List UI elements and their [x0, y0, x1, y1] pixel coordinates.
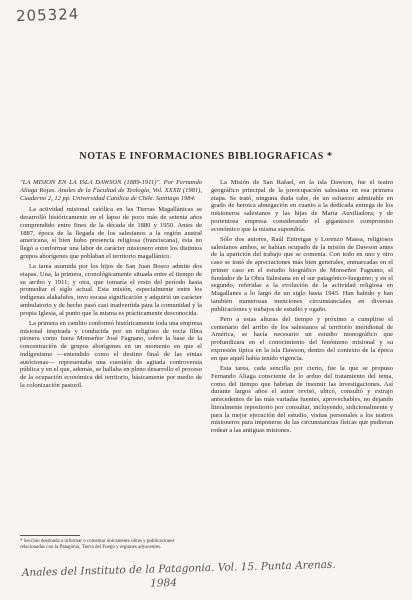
right-column	[211, 179, 393, 437]
paragraph: La primera en cambio conformó históricamente toda una empresa misional inspirada y conducida por un religioso de recia fibra pionera como fuera Monseñor José Fagnano, sobre la base de la concentración de grupos aborígenes en un momento en que el indígenismo —entendido como el destino final de las etnias autóctonas— representaba una cuestión de agitada controversia pública y en el que, además, se hallaba en pleno desarrollo el proceso de la ocupación económica del territorio, básicamente por medio de la colonización pastoril.	[20, 319, 202, 389]
footnote-rule	[20, 535, 80, 536]
review-citation: "LA MISION EN LA ISLA DAWSON (1889-1911)". Por Fernando Aliaga Rojas. Anales de la Facultad de Teología, Vol. XXXII (1981), Cuaderno 2, 12 pp. Universidad Católica de Chile. Santiago 1984.	[20, 179, 202, 202]
handwritten-source-line: Anales del Instituto de la Patagonia. Vol. 15. Punta Arenas.	[21, 558, 336, 579]
footnote-text: * Sección destinada a informar o comentar únicamente obras y publicaciones relacionadas con la Patagonia, Tierra del Fuego y regiones adyacentes.	[20, 539, 175, 551]
paragraph: La Misión de San Rafael, en la isla Dawson, fue el teatro geográfico principal de la preocupación salesiana en esa primera etapa. Se trató, ninguna duda cabe, de un esfuerzo admirable en grado de heroica abnegación en cuanto a la dedicada entrega de los misioneros salesianos y las hijas de María Auxiliadora; y de portentosa empresa considerando el gigantesco compromiso económico que la misma supondría.	[211, 179, 393, 233]
handwritten-year: 1984	[150, 576, 178, 590]
paragraph: La actividad misional católica en las Tierras Magallánicas se desarrolló históricamente en el lapso de poco más de setenta años comprendido entre fines de la década de 1880 y 1950. Antes de 1887, época de la llegada de los salesianos a la región austral americana, sí bien hubo presencia religiosa (franciscana), ésta no llegó a conformar una labor de carácter misionero entre los distintos grupos aborígenes que poblaban el territorio magallánico.	[20, 206, 202, 260]
left-column	[20, 179, 202, 392]
paragraph: Pero a estas alturas del tiempo y próximo a cumplirse el centenario del arribo de los salesianos al territorio meridional de América, se hacía necesario un estudio monográfico que profundizara en el conocimiento del fenómeno misional y su expresión típica en la isla Dawson, dentro del contexto de la época en que aquél había tenido vigencia.	[211, 315, 393, 362]
paragraph: Esta tarea, cada sencilla por cierto, fue la que se propuso Fernando Aliaga consciente de lo arduo del tratamiento del tema, como del tiempo que habrían de insumir las investigaciones. Así durante largos años el autor revisó, ubicó, consultó y extrajo antecedentes de las más variadas fuentes, aprovechables, no dejando literalmente repositorio por consultar, incluyendo, sidicionalmente y para la mejor ejecución del estudio, visitas personales a los teatros misioneros para imponerse de las circunstancias físicas que pudieran rodear a las antiguas misiones.	[211, 365, 393, 435]
footnote	[20, 535, 200, 552]
paragraph: La tarea asumida por los hijos de San Juan Bosco admite dos etapas. Una, la primera, cronológicamente situada entre el tiempo de su arribo y 1911; y otra, que tomaría el resto del período hasta promediar el siglo actual. Esta misión, especialmente entre los indígenas alakalufes, tuvo escasa significación y adquirió un carácter ambulatorio y de hecho pasó casi inadvertida para la comunidad y la propia Iglesia, al punto que la misma es prácticamente desconocida.	[20, 263, 202, 317]
section-title: NOTAS E INFORMACIONES BIBLIOGRAFICAS *	[79, 151, 333, 162]
handwritten-source-note	[22, 557, 403, 593]
handwritten-catalog-number: 205324	[15, 4, 80, 26]
paragraph: Sólo dos autores, Raúl Entreigas y Lorenzo Massa, religiosos salesianos ambos, se habían ocupado de la misión de Dawson antes de la aparición del trabajo que se comenta. Con todo en uno y otro caso se trató de apreciaciones más bien generales, enmarcadas en el primer caso en el estudio biográfico de Monseñor Fagnano, el fundador de la Obra Salesiana en el sur patagónico-fueguino; y en el segundo, referidas a la evolución de la actividad religiosa en Magallanes a lo largo de un siglo hasta 1945. Han habido y han también numerosas menciones circunstanciales en diversas publicaciones y trabajos de estudio y ogaño.	[211, 235, 393, 313]
